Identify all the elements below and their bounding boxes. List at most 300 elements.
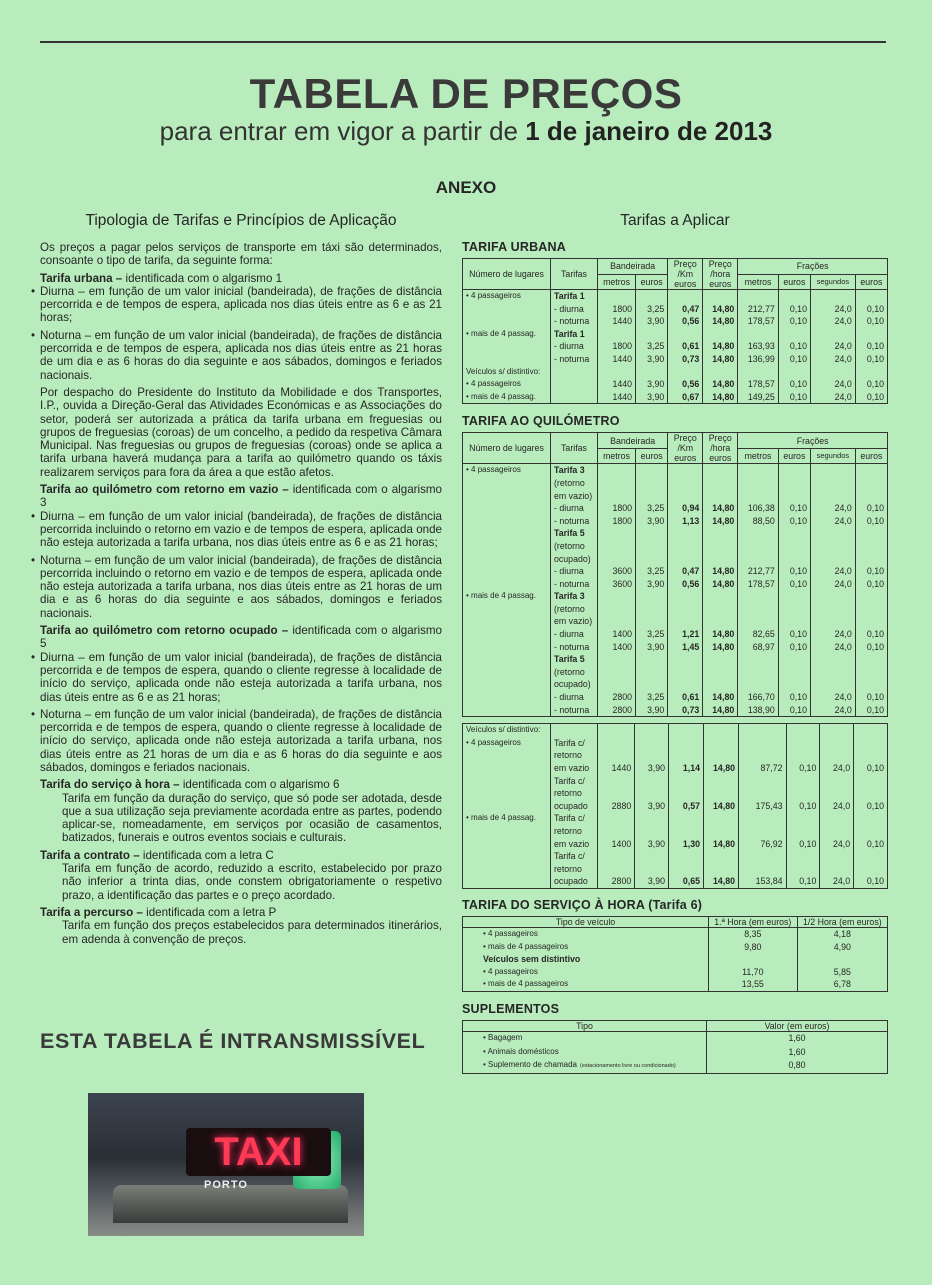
euros-cell: 3,90 bbox=[636, 641, 668, 654]
fr-euros-cell bbox=[786, 737, 820, 750]
fr-euros-cell: 0,10 bbox=[778, 315, 810, 328]
metros-cell bbox=[598, 812, 635, 825]
fr-euros-cell: 0,10 bbox=[786, 762, 820, 775]
metros-cell: 1800 bbox=[598, 502, 636, 515]
fr-segundos-cell: 24,0 bbox=[820, 875, 854, 888]
euros-cell: 3,90 bbox=[635, 800, 669, 813]
col-f-metros: metros bbox=[738, 274, 778, 290]
fr-segundos-cell: 24,0 bbox=[810, 641, 855, 654]
tarifa-cell: Tarifa 1 bbox=[551, 328, 598, 341]
euros-cell: 3,90 bbox=[636, 578, 668, 591]
metros-cell bbox=[598, 590, 636, 603]
metros-cell: 3600 bbox=[598, 565, 636, 578]
fr-euros2-cell bbox=[855, 666, 887, 679]
preco-km-cell bbox=[668, 540, 703, 553]
fr-segundos-cell: 24,0 bbox=[810, 378, 855, 391]
urbana-heading: Tarifa urbana – identificada com o algarismo 1 bbox=[40, 271, 283, 285]
supplement-name: • Animais domésticos bbox=[483, 1046, 559, 1056]
preco-hora-cell: 14,80 bbox=[703, 515, 738, 528]
preco-hora-cell: 14,80 bbox=[703, 565, 738, 578]
ocupado-heading: Tarifa ao quilómetro com retorno ocupado – identificada com o algarismo 5 bbox=[40, 624, 443, 651]
metros-cell bbox=[598, 737, 635, 750]
fr-segundos-cell: 24,0 bbox=[810, 515, 855, 528]
col-f-euros: euros bbox=[778, 448, 810, 464]
col-fracoes: Frações bbox=[738, 433, 888, 449]
table-row bbox=[463, 565, 888, 578]
metros-cell bbox=[598, 464, 636, 477]
lugares-cell bbox=[463, 303, 551, 316]
fr-segundos-cell bbox=[810, 527, 855, 540]
table-row bbox=[463, 515, 888, 528]
supplement-value-cell: 0,80 bbox=[707, 1059, 888, 1073]
preco-km-cell bbox=[669, 749, 704, 762]
fr-euros-cell: 0,10 bbox=[778, 691, 810, 704]
fr-metros-cell bbox=[738, 328, 778, 341]
preco-km-cell: 0,94 bbox=[668, 502, 703, 515]
fr-euros2-cell bbox=[855, 678, 887, 691]
col-euros: euros bbox=[636, 448, 668, 464]
table-row bbox=[463, 691, 888, 704]
fr-segundos-cell: 24,0 bbox=[820, 762, 854, 775]
fr-euros-cell bbox=[786, 749, 820, 762]
col-meia-hora: 1/2 Hora (em euros) bbox=[797, 916, 887, 927]
preco-km-cell bbox=[669, 825, 704, 838]
fr-euros2-cell bbox=[854, 863, 888, 876]
km-table bbox=[462, 432, 888, 717]
euros-cell bbox=[635, 724, 669, 737]
table-row bbox=[463, 303, 888, 316]
euros-cell: 3,90 bbox=[636, 391, 668, 404]
lugares-cell bbox=[463, 691, 551, 704]
preco-hora-cell bbox=[704, 775, 739, 788]
table-row bbox=[463, 1031, 888, 1045]
lugares-cell bbox=[463, 653, 551, 666]
fr-euros-cell bbox=[778, 590, 810, 603]
fr-euros2-cell: 0,10 bbox=[855, 303, 887, 316]
first-hour-cell: 9,80 bbox=[709, 941, 798, 954]
half-hour-cell: 4,90 bbox=[797, 941, 887, 954]
fr-metros-cell bbox=[738, 603, 778, 616]
fr-segundos-cell bbox=[810, 328, 855, 341]
table-row bbox=[463, 653, 888, 666]
lugares-cell bbox=[463, 825, 551, 838]
vehicle-type-cell: • 4 passageiros bbox=[463, 966, 709, 979]
lugares-cell bbox=[463, 477, 551, 490]
table-row bbox=[463, 290, 888, 303]
col-valor: Valor (em euros) bbox=[707, 1020, 888, 1031]
lugares-cell bbox=[463, 540, 551, 553]
fr-segundos-cell: 24,0 bbox=[810, 565, 855, 578]
table-row bbox=[463, 704, 888, 717]
metros-cell bbox=[598, 678, 636, 691]
preco-km-cell bbox=[669, 787, 704, 800]
vazio-heading: Tarifa ao quilómetro com retorno em vazio – identificada com o algarismo 3 bbox=[40, 483, 442, 510]
fr-metros-cell bbox=[739, 724, 787, 737]
lugares-cell: • 4 passageiros bbox=[463, 464, 551, 477]
fr-metros-cell bbox=[738, 666, 778, 679]
preco-km-cell: 0,61 bbox=[668, 691, 703, 704]
tarifa-cell: em vazio) bbox=[551, 615, 598, 628]
table-row bbox=[463, 502, 888, 515]
ocupado-diurna: • Diurna – em função de um valor inicial (bandeirada), de frações de distância percorrida e de tempos de espera, quando o cliente regresse à localidade de início do serviço, aplicada onde não esteja autorizada a tarifa urbana, nos dias úteis entre as 6 e as 21 horas; bbox=[40, 651, 442, 704]
fr-euros-cell: 0,10 bbox=[778, 641, 810, 654]
tarifa-cell: Tarifa c/ bbox=[551, 737, 598, 750]
ocupado-noturna: • Noturna – em função de um valor inicial (bandeirada), de frações de distância percorrida e de tempos de espera, quando o cliente regresse à localidade de início do serviço, aplicada onde não esteja autorizada a tarifa urbana, nos dias úteis entre as 21 horas de um dia e as 6 horas do dia seguinte e aos sábados, domingos e feriados nacionais. bbox=[40, 708, 442, 774]
col-f-euros2: euros bbox=[855, 274, 887, 290]
preco-km-cell bbox=[668, 290, 703, 303]
fr-segundos-cell: 24,0 bbox=[820, 838, 854, 851]
preco-hora-cell bbox=[703, 590, 738, 603]
fr-metros-cell: 82,65 bbox=[738, 628, 778, 641]
preco-hora-cell bbox=[703, 653, 738, 666]
tarifa-cell: - diurna bbox=[551, 691, 598, 704]
fr-metros-cell bbox=[738, 366, 778, 379]
preco-km-cell bbox=[668, 490, 703, 503]
table-row bbox=[463, 615, 888, 628]
fr-segundos-cell bbox=[820, 850, 854, 863]
fr-euros2-cell bbox=[855, 603, 887, 616]
percurso-heading: Tarifa a percurso – identificada com a letra P bbox=[40, 905, 277, 919]
fr-euros2-cell bbox=[855, 527, 887, 540]
lugares-cell bbox=[463, 775, 551, 788]
fr-segundos-cell bbox=[820, 724, 854, 737]
fr-euros2-cell: 0,10 bbox=[855, 353, 887, 366]
table-row bbox=[463, 966, 888, 979]
first-hour-cell: 13,55 bbox=[709, 978, 798, 991]
fr-metros-cell bbox=[739, 787, 787, 800]
fr-metros-cell bbox=[738, 290, 778, 303]
preco-km-cell bbox=[668, 477, 703, 490]
fr-segundos-cell bbox=[820, 749, 854, 762]
fr-euros2-cell bbox=[854, 825, 888, 838]
tarifa-cell: Tarifa 5 bbox=[551, 653, 598, 666]
preco-hora-cell: 14,80 bbox=[703, 378, 738, 391]
fr-euros2-cell: 0,10 bbox=[854, 800, 888, 813]
col-fracoes: Frações bbox=[738, 259, 888, 275]
col-f-euros: euros bbox=[778, 274, 810, 290]
tarifa-cell: Tarifa c/ bbox=[551, 775, 598, 788]
urbana-diurna: • Diurna – em função de um valor inicial (bandeirada), de frações de distância percorrida e de tempos de espera, aplicada nos dias úteis entre as 6 e as 21 horas; bbox=[40, 285, 442, 325]
preco-hora-cell bbox=[704, 863, 739, 876]
tarifa-cell: - noturna bbox=[551, 515, 598, 528]
table-row bbox=[463, 875, 888, 888]
metros-cell: 2800 bbox=[598, 691, 636, 704]
tarifa-cell: em vazio) bbox=[551, 490, 598, 503]
fr-segundos-cell bbox=[810, 666, 855, 679]
fr-euros-cell: 0,10 bbox=[778, 378, 810, 391]
fr-euros-cell: 0,10 bbox=[778, 303, 810, 316]
fr-euros-cell: 0,10 bbox=[786, 800, 820, 813]
table-row bbox=[463, 941, 888, 954]
fr-metros-cell: 138,90 bbox=[738, 704, 778, 717]
lugares-cell bbox=[463, 603, 551, 616]
table-row bbox=[463, 1046, 888, 1060]
euros-cell: 3,90 bbox=[636, 378, 668, 391]
table-row bbox=[463, 315, 888, 328]
euros-cell: 3,90 bbox=[636, 704, 668, 717]
lugares-cell: • 4 passageiros bbox=[463, 378, 551, 391]
tarifa-cell: (retorno bbox=[551, 666, 598, 679]
col-metros: metros bbox=[598, 274, 636, 290]
fr-euros-cell bbox=[778, 615, 810, 628]
lugares-cell bbox=[463, 800, 551, 813]
fr-euros2-cell bbox=[854, 724, 888, 737]
preco-hora-cell bbox=[703, 490, 738, 503]
fr-metros-cell: 68,97 bbox=[738, 641, 778, 654]
preco-km-cell bbox=[669, 863, 704, 876]
tarifa-cell: retorno bbox=[551, 825, 598, 838]
supplement-note: (estacionamento livre ou condicionado) bbox=[579, 1063, 676, 1070]
tarifa-cell: - diurna bbox=[551, 502, 598, 515]
tarifa-cell: Tarifa 1 bbox=[551, 290, 598, 303]
table-row bbox=[463, 978, 888, 991]
preco-km-cell bbox=[669, 724, 704, 737]
table-row bbox=[463, 578, 888, 591]
fr-segundos-cell bbox=[820, 825, 854, 838]
fr-euros-cell bbox=[786, 825, 820, 838]
euros-cell bbox=[636, 666, 668, 679]
fr-metros-cell bbox=[738, 490, 778, 503]
preco-km-cell: 1,21 bbox=[668, 628, 703, 641]
lugares-cell: Veículos s/ distintivo: bbox=[463, 724, 551, 737]
fr-euros-cell bbox=[786, 850, 820, 863]
metros-cell bbox=[598, 366, 636, 379]
metros-cell: 1440 bbox=[598, 353, 636, 366]
preco-km-cell bbox=[669, 775, 704, 788]
fr-metros-cell bbox=[738, 477, 778, 490]
euros-cell bbox=[635, 812, 669, 825]
preco-km-cell bbox=[668, 328, 703, 341]
euros-cell bbox=[635, 825, 669, 838]
tarifa-cell: - diurna bbox=[551, 565, 598, 578]
metros-cell bbox=[598, 666, 636, 679]
metros-cell: 1440 bbox=[598, 391, 636, 404]
lugares-cell bbox=[463, 628, 551, 641]
metros-cell: 1400 bbox=[598, 641, 636, 654]
preco-km-cell: 0,56 bbox=[668, 578, 703, 591]
col-bandeirada: Bandeirada bbox=[598, 433, 668, 449]
table-row bbox=[463, 762, 888, 775]
col-lugares: Número de lugares bbox=[463, 433, 551, 464]
fr-segundos-cell bbox=[820, 812, 854, 825]
vehicle-type-cell: Veículos sem distintivo bbox=[463, 953, 709, 966]
preco-hora-cell: 14,80 bbox=[703, 502, 738, 515]
preco-km-cell: 0,61 bbox=[668, 340, 703, 353]
preco-hora-cell bbox=[704, 812, 739, 825]
lugares-cell bbox=[463, 340, 551, 353]
preco-km-cell bbox=[668, 464, 703, 477]
supplement-type-cell bbox=[463, 1031, 707, 1045]
tarifa-cell: retorno bbox=[551, 749, 598, 762]
fr-segundos-cell: 24,0 bbox=[810, 303, 855, 316]
col-f-segundos: segundos bbox=[810, 274, 855, 290]
supplement-type-cell bbox=[463, 1059, 707, 1073]
half-hour-cell: 6,78 bbox=[797, 978, 887, 991]
preco-km-cell bbox=[668, 678, 703, 691]
preco-hora-cell: 14,80 bbox=[703, 340, 738, 353]
fr-metros-cell bbox=[738, 590, 778, 603]
lugares-cell bbox=[463, 704, 551, 717]
tarifa-cell bbox=[551, 366, 598, 379]
euros-cell bbox=[636, 553, 668, 566]
fr-euros-cell bbox=[786, 812, 820, 825]
tarifa-cell: ocupado) bbox=[551, 553, 598, 566]
euros-cell: 3,90 bbox=[636, 315, 668, 328]
table-row bbox=[463, 850, 888, 863]
fr-euros-cell: 0,10 bbox=[786, 838, 820, 851]
table-row bbox=[463, 590, 888, 603]
lugares-cell: • 4 passageiros bbox=[463, 737, 551, 750]
euros-cell bbox=[635, 737, 669, 750]
metros-cell: 1440 bbox=[598, 378, 636, 391]
fr-euros2-cell: 0,10 bbox=[855, 502, 887, 515]
fr-metros-cell bbox=[738, 653, 778, 666]
euros-cell bbox=[635, 749, 669, 762]
col-bandeirada: Bandeirada bbox=[598, 259, 668, 275]
fr-euros2-cell bbox=[855, 615, 887, 628]
lugares-cell bbox=[463, 527, 551, 540]
metros-cell: 2800 bbox=[598, 875, 635, 888]
fr-euros-cell: 0,10 bbox=[778, 353, 810, 366]
tarifa-cell: - noturna bbox=[551, 315, 598, 328]
fr-segundos-cell: 24,0 bbox=[810, 691, 855, 704]
lugares-cell: • mais de 4 passag. bbox=[463, 590, 551, 603]
lugares-cell bbox=[463, 615, 551, 628]
preco-hora-cell: 14,80 bbox=[703, 641, 738, 654]
preco-hora-cell: 14,80 bbox=[703, 353, 738, 366]
fr-euros2-cell bbox=[855, 366, 887, 379]
euros-cell bbox=[635, 850, 669, 863]
fr-segundos-cell bbox=[820, 787, 854, 800]
preco-km-cell: 0,65 bbox=[669, 875, 704, 888]
metros-cell bbox=[598, 749, 635, 762]
metros-cell bbox=[598, 825, 635, 838]
fr-metros-cell bbox=[738, 540, 778, 553]
hora-text: Tarifa em função da duração do serviço, que só pode ser adotada, desde que a sua utilização seja previamente acordada entre as partes, podendo aplicar-se, nomeadamente, em serviços por ocasião de casamentos, batizados, funerais e outros eventos sociais e culturais. bbox=[62, 791, 442, 845]
suplementos-section-title: SUPLEMENTOS bbox=[462, 1001, 560, 1016]
contrato-heading: Tarifa a contrato – identificada com a letra C bbox=[40, 848, 274, 862]
fr-euros2-cell: 0,10 bbox=[855, 578, 887, 591]
euros-cell: 3,25 bbox=[636, 628, 668, 641]
km-section-title: TARIFA AO QUILÓMETRO bbox=[462, 414, 620, 429]
preco-hora-cell bbox=[703, 540, 738, 553]
table-row bbox=[463, 477, 888, 490]
col-metros: metros bbox=[598, 448, 636, 464]
tarifa-cell: - diurna bbox=[551, 628, 598, 641]
preco-hora-cell bbox=[703, 464, 738, 477]
euros-cell bbox=[635, 787, 669, 800]
fr-euros2-cell bbox=[855, 553, 887, 566]
preco-km-cell: 0,57 bbox=[669, 800, 704, 813]
hora-heading: Tarifa do serviço à hora – identificada com o algarismo 6 bbox=[40, 778, 340, 792]
preco-hora-cell bbox=[703, 366, 738, 379]
lugares-cell bbox=[463, 749, 551, 762]
preco-hora-cell bbox=[704, 850, 739, 863]
preco-hora-cell bbox=[703, 615, 738, 628]
lugares-cell: • mais de 4 passag. bbox=[463, 328, 551, 341]
metros-cell bbox=[598, 477, 636, 490]
tarifa-cell bbox=[551, 724, 598, 737]
taxi-sign: TAXI bbox=[186, 1128, 331, 1176]
fr-euros-cell bbox=[778, 477, 810, 490]
tariff-principles-column bbox=[40, 212, 442, 950]
metros-cell bbox=[598, 724, 635, 737]
table-row bbox=[463, 378, 888, 391]
preco-km-cell: 1,14 bbox=[669, 762, 704, 775]
preco-hora-cell bbox=[703, 678, 738, 691]
lugares-cell bbox=[463, 553, 551, 566]
euros-cell bbox=[635, 863, 669, 876]
fr-euros-cell: 0,10 bbox=[778, 628, 810, 641]
lugares-cell bbox=[463, 875, 551, 888]
tarifa-cell: ocupado bbox=[551, 875, 598, 888]
fr-euros-cell bbox=[778, 540, 810, 553]
preco-hora-cell: 14,80 bbox=[703, 691, 738, 704]
fr-euros2-cell bbox=[855, 464, 887, 477]
taxi-sign-city: PORTO bbox=[204, 1179, 248, 1191]
fr-euros2-cell: 0,10 bbox=[855, 515, 887, 528]
table-row bbox=[463, 340, 888, 353]
fr-metros-cell: 76,92 bbox=[739, 838, 787, 851]
fr-euros-cell bbox=[778, 366, 810, 379]
metros-cell: 1440 bbox=[598, 315, 636, 328]
preco-hora-cell bbox=[703, 603, 738, 616]
fr-segundos-cell bbox=[810, 540, 855, 553]
preco-hora-cell: 14,80 bbox=[703, 391, 738, 404]
fr-euros2-cell: 0,10 bbox=[855, 378, 887, 391]
preco-km-cell: 0,67 bbox=[668, 391, 703, 404]
table-row bbox=[463, 1059, 888, 1073]
euros-cell: 3,90 bbox=[635, 838, 669, 851]
table-row bbox=[463, 366, 888, 379]
lugares-cell bbox=[463, 578, 551, 591]
col-f-metros: metros bbox=[738, 448, 778, 464]
fr-euros2-cell bbox=[854, 749, 888, 762]
fr-metros-cell bbox=[739, 812, 787, 825]
urbana-table bbox=[462, 258, 888, 404]
metros-cell bbox=[598, 290, 636, 303]
urbana-noturna: • Noturna – em função de um valor inicial (bandeirada), de frações de distância percorrida e de tempos de espera, aplicada nos dias úteis entre as 21 horas de um dia e as 6 horas do dia seguinte e aos sábados, domingos e feriados nacionais. bbox=[40, 329, 442, 382]
table-row bbox=[463, 540, 888, 553]
euros-cell bbox=[636, 540, 668, 553]
metros-cell bbox=[598, 540, 636, 553]
metros-cell bbox=[598, 863, 635, 876]
tarifa-cell: Tarifa 3 bbox=[551, 464, 598, 477]
lugares-cell bbox=[463, 838, 551, 851]
vehicle-type-cell: • mais de 4 passageiros bbox=[463, 978, 709, 991]
fr-segundos-cell bbox=[820, 775, 854, 788]
fr-euros-cell bbox=[778, 603, 810, 616]
intransmissivel-banner: ESTA TABELA É INTRANSMISSÍVEL bbox=[40, 1029, 426, 1053]
euros-cell: 3,25 bbox=[636, 303, 668, 316]
despacho-paragraph: Por despacho do Presidente do Instituto da Mobilidade e dos Transportes, I.P., ouvida a Direção-Geral das Atividades Económicas e as Associações do setor, poderá ser autorizada a prática da tarifa urbana em freguesias ou grupos de freguesias (coroas) de um concelho, a pedido da respetiva Câmara Municipal. Nas freguesias ou grupos de freguesias (coroas) onde se aplica a tarifa urbana haverá mudança para a tarifa ao quilómetro quando os táxis realizarem serviços para fora da área a que estão afetos. bbox=[40, 385, 442, 479]
fr-metros-cell bbox=[739, 775, 787, 788]
contrato-text: Tarifa em função de acordo, reduzido a escrito, estabelecido por prazo não inferior a trinta dias, onde constem obrigatoriamente o respetivo prazo, a identificação das partes e o preço acordado. bbox=[62, 862, 442, 902]
fr-euros2-cell bbox=[854, 737, 888, 750]
euros-cell bbox=[636, 527, 668, 540]
metros-cell bbox=[598, 328, 636, 341]
table-row bbox=[463, 353, 888, 366]
fr-euros2-cell: 0,10 bbox=[855, 641, 887, 654]
fr-euros2-cell: 0,10 bbox=[855, 340, 887, 353]
fr-euros2-cell bbox=[855, 540, 887, 553]
tarifa-cell: Tarifa c/ bbox=[551, 812, 598, 825]
fr-metros-cell: 163,93 bbox=[738, 340, 778, 353]
euros-cell bbox=[636, 490, 668, 503]
euros-cell: 3,90 bbox=[636, 353, 668, 366]
vazio-diurna: • Diurna – em função de um valor inicial (bandeirada), de frações de distância percorrida incluindo o retorno em vazio e de tempos de espera, aplicada onde não esteja autorizada a tarifa urbana, nos dias úteis entre as 6 e as 21 horas; bbox=[40, 510, 442, 550]
tariffs-column bbox=[462, 212, 888, 1074]
